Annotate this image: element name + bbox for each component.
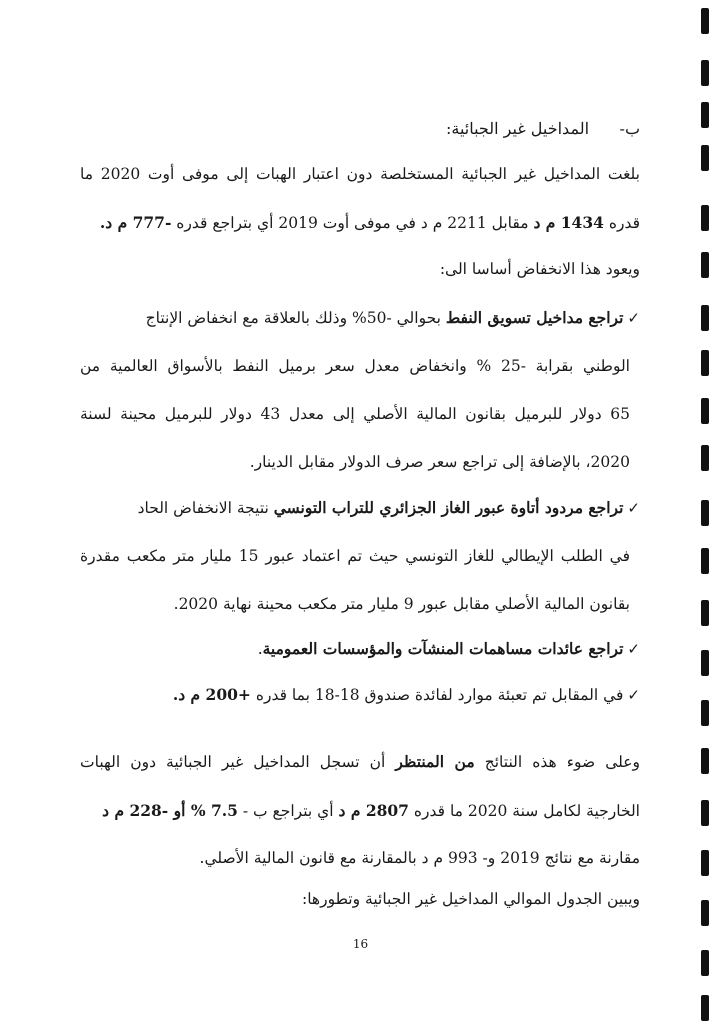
bullet1-line3: 65 دولار للبرميل بقانون المالية الأصلي إلى معدل 43 دولار للبرميل محينة لسنة xyxy=(80,405,631,423)
checkmark-icon: ✓ xyxy=(627,309,640,327)
bullet-bold: تراجع مردود أتاوة عبور الغاز الجزائري للتراب التونسي xyxy=(273,498,624,517)
paragraph1-line1: بلغت المداخيل غير الجبائية المستخلصة دون اعتبار الهبات إلى موفى أوت 2020 ما xyxy=(80,165,640,183)
binding-mark xyxy=(701,252,709,278)
binding-mark xyxy=(701,8,709,34)
binding-mark xyxy=(701,60,709,86)
text-run: مقابل 2211 م د في موفى أوت 2019 أي بتراجع قدره xyxy=(171,214,534,232)
bold-amount: 1434 م د xyxy=(533,213,604,232)
bullet1-line1 xyxy=(80,307,640,329)
bullet2-line3: بقانون المالية الأصلي مقابل عبور 9 مليار متر مكعب محينة نهاية 2020. xyxy=(173,595,630,613)
bullet1-line4: 2020، بالإضافة إلى تراجع سعر صرف الدولار مقابل الدينار. xyxy=(249,453,630,471)
binding-mark xyxy=(701,650,709,676)
section-heading xyxy=(80,118,640,140)
binding-mark xyxy=(701,145,709,171)
bullet-bold: تراجع عائدات مساهمات المنشآت والمؤسسات العمومية xyxy=(262,639,624,658)
checkmark-icon: ✓ xyxy=(627,499,640,517)
binding-mark xyxy=(701,700,709,726)
text-run: الخارجية لكامل سنة 2020 ما قدره xyxy=(408,802,640,820)
binding-mark xyxy=(701,350,709,376)
binding-mark xyxy=(701,850,709,876)
text-run: في المقابل تم تعبئة موارد لفائدة صندوق 18-18 بما قدره xyxy=(250,686,624,704)
text-run: قدره xyxy=(603,214,640,232)
checkmark-icon: ✓ xyxy=(627,640,640,658)
binding-mark xyxy=(701,950,709,976)
bullet2-line1 xyxy=(80,497,640,519)
text-run: . xyxy=(257,640,263,658)
paragraph1-line2 xyxy=(80,212,640,234)
paragraph2-line4: ويبين الجدول الموالي المداخيل غير الجبائية وتطورها: xyxy=(301,890,640,908)
text-run: بحوالي -50% وذلك بالعلاقة مع انخفاض الإنتاج xyxy=(145,309,446,327)
binding-mark xyxy=(701,445,709,471)
bold-amount: 7.5 % أو -228 م د xyxy=(102,801,238,820)
binding-mark xyxy=(701,748,709,774)
paragraph1-line3: ويعود هذا الانخفاض أساسا الى: xyxy=(439,260,640,278)
binding-mark xyxy=(701,548,709,574)
binding-mark xyxy=(701,995,709,1021)
binding-holes xyxy=(699,0,713,1024)
binding-mark xyxy=(701,205,709,231)
bold-amount: +200 م د. xyxy=(172,685,251,704)
page-number: 16 xyxy=(352,937,369,951)
bold-phrase: من المنتظر xyxy=(395,752,475,771)
paragraph2-line3: مقارنة مع نتائج 2019 و- 993 م د بالمقارنة مع قانون المالية الأصلي. xyxy=(199,849,640,867)
text-run: أي بتراجع ب - xyxy=(237,802,339,820)
bullet1-line2: الوطني بقرابة -25 % وانخفاض معدل سعر برميل النفط بالأسواق العالمية من xyxy=(80,357,630,375)
text-run: أن تسجل المداخيل غير الجبائية دون الهبات xyxy=(80,753,396,771)
section-letter: ب- xyxy=(619,119,640,138)
bullet2-line2: في الطلب الإيطالي للغاز التونسي حيث تم اعتماد عبور 15 مليار متر مكعب مقدرة xyxy=(80,547,630,565)
binding-mark xyxy=(701,500,709,526)
binding-mark xyxy=(701,600,709,626)
paragraph2-line2 xyxy=(80,800,640,822)
binding-mark xyxy=(701,900,709,926)
bullet4-line1 xyxy=(80,684,640,706)
bold-amount: -777 م د. xyxy=(99,213,172,232)
binding-mark xyxy=(701,102,709,128)
bold-amount: 2807 م د xyxy=(338,801,409,820)
section-title: المداخيل غير الجبائية: xyxy=(445,119,590,138)
binding-mark xyxy=(701,800,709,826)
paragraph2-line1 xyxy=(80,751,640,773)
binding-mark xyxy=(701,305,709,331)
page-body xyxy=(80,0,640,1024)
bullet-bold: تراجع مداخيل تسويق النفط xyxy=(445,308,624,327)
checkmark-icon: ✓ xyxy=(627,686,640,704)
text-run: نتيجة الانخفاض الحاد xyxy=(137,499,274,517)
binding-mark xyxy=(701,398,709,424)
bullet3-line1 xyxy=(80,638,640,660)
text-run: وعلى ضوء هذه النتائج xyxy=(474,753,641,771)
